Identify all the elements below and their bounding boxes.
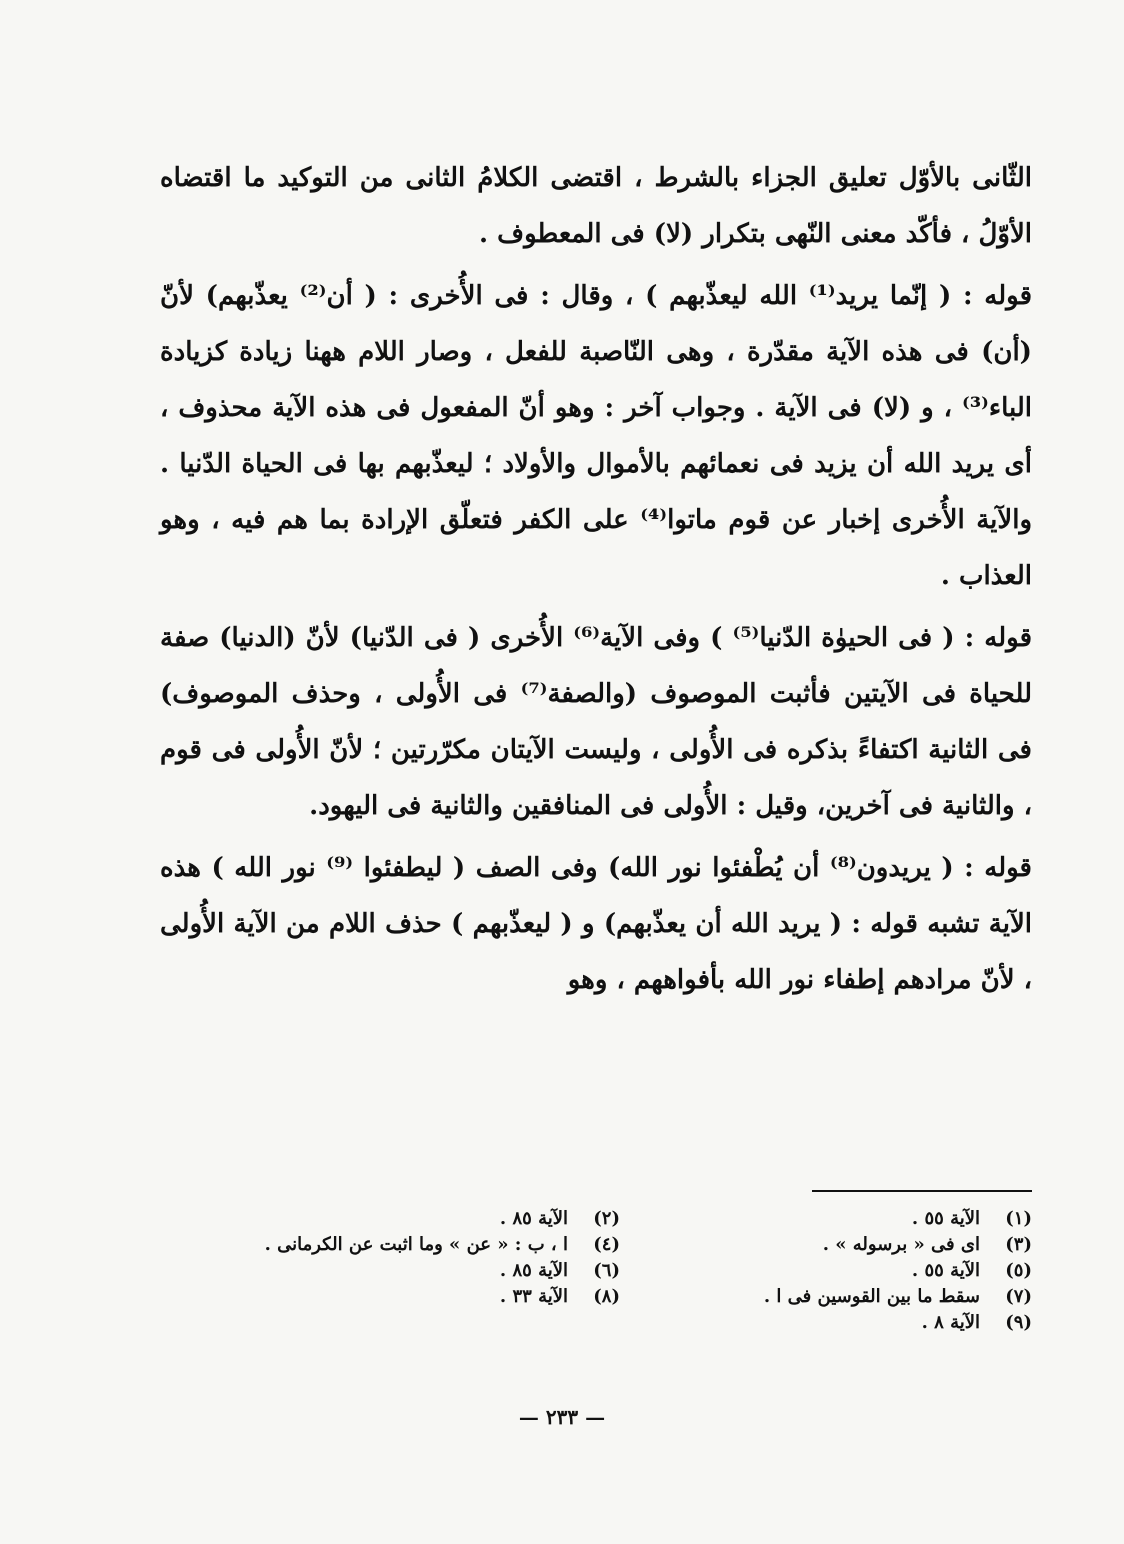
footnote-text: الآية ٣٣ . — [499, 1286, 568, 1307]
footnote-number: (٦) — [593, 1260, 620, 1281]
paragraph-1: الثّانى بالأوّل تعليق الجزاء بالشرط ، اقتضى الكلامُ الثانى من التوكيد ما اقتضاه الأوّلُ ، فأكّد معنى النّهى بتكرار (لا) فى المعطوف . — [160, 163, 1032, 249]
footnote-text: الآية ٥٥ . — [911, 1208, 980, 1229]
footnote-text: ا ، ب : « عن » وما اثبت عن الكرمانى . — [264, 1234, 568, 1255]
footnote-number: (٨) — [593, 1286, 620, 1307]
footnote-number: (٧) — [1005, 1286, 1032, 1307]
footnote-number: (٥) — [1005, 1260, 1032, 1281]
paragraph-3: قوله : ( فى الحيوٰة الدّنيا⁽⁵⁾ ) وفى الآية⁽⁶⁾ الأُخرى ( فى الدّنيا) لأنّ (الدنيا) صفة للحياة فى الآيتين فأثبت الموصوف (والصفة⁽⁷⁾ فى الأُولى ، وحذف الموصوف) فى الثانية اكتفاءً بذكره فى الأُولى ، وليست الآيتان مكرّرتين ؛ لأنّ الأُولى فى قوم ، والثانية فى آخرين، وقيل : الأُولى فى المنافقين والثانية فى اليهود. — [160, 623, 1033, 821]
main-text — [160, 150, 1032, 1008]
paragraph-2: قوله : ( إنّما يريد⁽¹⁾ الله ليعذّبهم ) ، وقال : فى الأُخرى : ( أن⁽²⁾ يعذّبهم) لأنّ (أن) فى هذه الآية مقدّرة ، وهى النّاصبة للفعل ، وصار اللام ههنا زيادة كزيادة الباء⁽³⁾ ، و (لا) فى الآية . وجواب آخر : وهو أنّ المفعول فى هذه الآية محذوف ، أى يريد الله أن يزيد فى نعمائهم بالأموال والأولاد ؛ ليعذّبهم بها فى الحياة الدّنيا . والآية الأُخرى إخبار عن قوم ماتوا⁽⁴⁾ على الكفر فتعلّق الإرادة بما هم فيه ، وهو العذاب . — [160, 281, 1033, 591]
footnote-rule — [812, 1190, 1032, 1192]
footnote-text: الآية ٨ . — [921, 1312, 980, 1333]
footnotes — [160, 1207, 1032, 1335]
footnote-number: (٤) — [593, 1234, 620, 1255]
footnote-number: (١) — [1005, 1208, 1032, 1229]
footnote-text: سقط ما بين القوسين فى ا . — [763, 1286, 980, 1307]
footnote-number: (٣) — [1005, 1234, 1032, 1255]
footnote-text: اى فى « برسوله » . — [822, 1234, 980, 1255]
footnote-number: (٩) — [1005, 1312, 1032, 1333]
footnote-text: الآية ٨٥ . — [499, 1208, 568, 1229]
footnote-number: (٢) — [593, 1208, 620, 1229]
footnote-text: الآية ٨٥ . — [499, 1260, 568, 1281]
page-number: — ٢٣٣ — — [518, 1405, 606, 1429]
paragraph-4: قوله : ( يريدون⁽⁸⁾ أن يُطْفئوا نور الله) وفى الصف ( ليطفئوا ⁽⁹⁾ نور الله ) هذه الآية تشبه قوله : ( يريد الله أن يعذّبهم) و ( ليعذّبهم ) حذف اللام من الآية الأُولى ، لأنّ مرادهم إطفاء نور الله بأفواههم ، وهو — [160, 853, 1032, 995]
footnote-text: الآية ٥٥ . — [911, 1260, 980, 1281]
